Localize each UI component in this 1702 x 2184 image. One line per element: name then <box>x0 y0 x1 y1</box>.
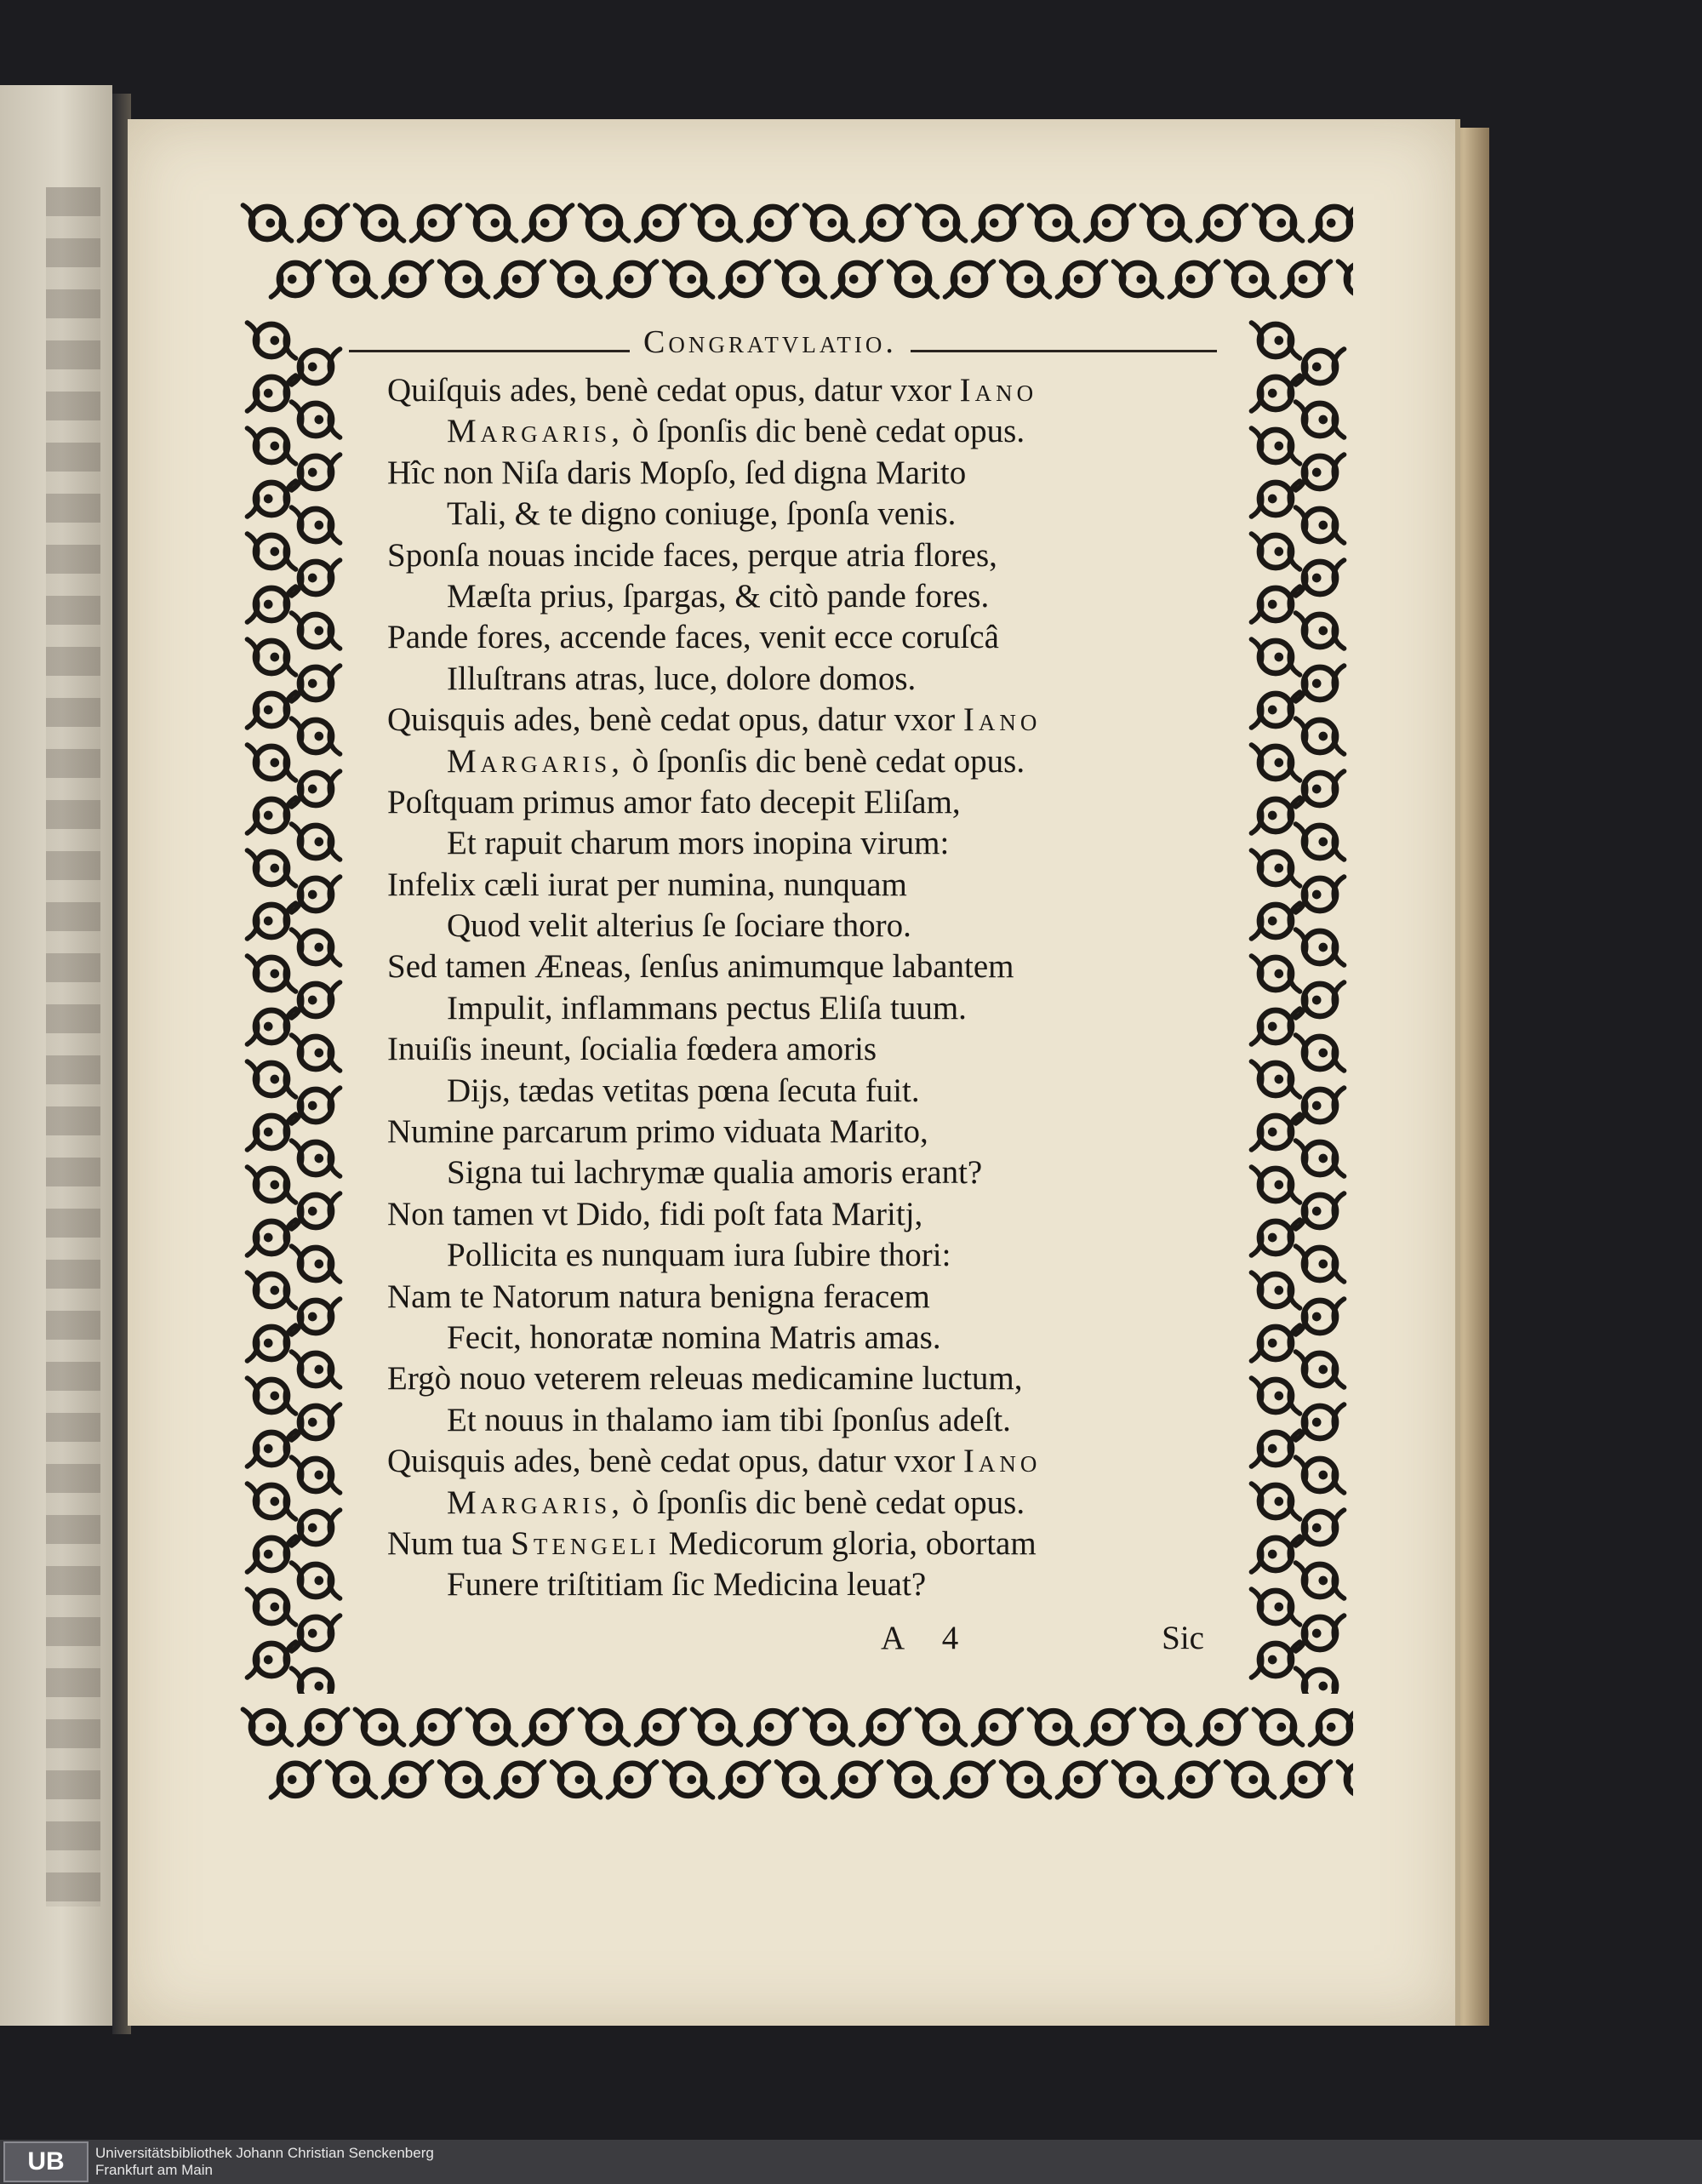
ornament-motif <box>292 560 340 596</box>
ornament-motif <box>1252 639 1300 675</box>
ornament-motif <box>1296 1615 1345 1651</box>
ornament-motif <box>292 402 340 437</box>
ornament-motif <box>1252 1378 1300 1414</box>
ornament-motif <box>1252 428 1300 464</box>
ornament-motif <box>693 1709 741 1745</box>
border-right-band <box>1242 315 1353 1694</box>
ornament-motif <box>292 1352 340 1387</box>
ornament-motif <box>1252 1272 1300 1308</box>
ornament-motif <box>1198 205 1247 241</box>
poem-line <box>387 1277 1204 1318</box>
poem-text: Infelix cæli iurat per numina, nunquam <box>387 866 907 903</box>
ornament-motif <box>248 1272 296 1308</box>
poem-line <box>387 1400 1204 1441</box>
ornament-motif <box>248 1220 296 1255</box>
ornament-motif <box>1296 929 1345 965</box>
ornament-motif <box>248 534 296 569</box>
poem-text: Fecit, honoratæ nomina Matris amas. <box>447 1318 941 1356</box>
poem-line <box>387 1152 1204 1193</box>
ornament-motif <box>1030 205 1078 241</box>
poem-line <box>387 1441 1204 1482</box>
ornament-motif <box>917 1709 966 1745</box>
ornament-motif <box>1282 261 1331 297</box>
ornament-motif <box>1296 402 1345 437</box>
ornament-motif <box>248 1167 296 1203</box>
ornament-motif <box>248 323 296 358</box>
poem-text: Poſtquam primus amor fato decepit Eliſam, <box>387 783 961 820</box>
border-band-svg <box>1242 315 1353 1694</box>
poem-line <box>387 576 1204 617</box>
poem-line <box>387 782 1204 823</box>
ornament-motif <box>248 956 296 992</box>
ornament-motif <box>1002 261 1050 297</box>
ornament-motif <box>248 1536 296 1572</box>
poem-line <box>387 1358 1204 1399</box>
library-watermark-bar <box>0 2140 1702 2184</box>
ornament-motif <box>608 261 657 297</box>
heading-rule-left <box>349 350 630 352</box>
ornament-motif <box>248 1642 296 1678</box>
page-footer <box>387 1619 1204 1661</box>
ornament-motif <box>248 692 296 728</box>
poem-line <box>387 946 1204 987</box>
poem-text: Quod velit alterius ſe ſociare thoro. <box>447 907 911 945</box>
ornament-motif <box>248 1484 296 1519</box>
ornament-motif <box>1252 745 1300 780</box>
ornament-motif <box>1252 1431 1300 1466</box>
poem-text: ò ſponſis dic benè cedat opus. <box>623 1484 1025 1521</box>
ornament-motif <box>1252 798 1300 833</box>
ornament-motif <box>1252 1009 1300 1044</box>
ornament-motif <box>292 613 340 649</box>
ornament-motif <box>1058 261 1106 297</box>
poem-text: Sed tamen Æneas, ſenſus animumque labantem <box>387 948 1014 986</box>
ornament-motif <box>271 1762 320 1798</box>
ornament-motif <box>292 718 340 754</box>
ornament-motif <box>292 1088 340 1123</box>
poem-text: Pande fores, accende faces, venit ecce coruſcâ <box>387 619 999 656</box>
ornament-motif <box>1296 824 1345 860</box>
poem-line <box>387 1483 1204 1524</box>
ornament-motif <box>1296 1141 1345 1176</box>
ornament-motif <box>292 1246 340 1282</box>
ornament-motif <box>1252 1325 1300 1361</box>
ornament-motif <box>917 205 966 241</box>
poem-line <box>387 741 1204 782</box>
ornament-motif <box>440 261 488 297</box>
ornament-motif <box>412 205 460 241</box>
poem-line <box>387 535 1204 576</box>
poem-text: ò ſponſis dic benè cedat opus. <box>623 742 1025 780</box>
ornament-motif <box>1254 1709 1303 1745</box>
ornament-motif <box>1170 261 1219 297</box>
ornament-motif <box>292 1668 340 1694</box>
ornament-motif <box>1252 1114 1300 1150</box>
ornament-motif <box>248 1114 296 1150</box>
ornament-motif <box>1296 1299 1345 1335</box>
ornament-motif <box>1296 349 1345 385</box>
ornament-motif <box>248 428 296 464</box>
poem-text: Pollicita es nunquam iura ſubire thori: <box>447 1237 951 1274</box>
ornament-motif <box>248 850 296 886</box>
poem-text: Quisquis ades, benè cedat opus, datur vxor <box>387 701 963 739</box>
poem-line <box>387 906 1204 946</box>
ornament-motif <box>440 1762 488 1798</box>
ornament-motif <box>1252 956 1300 992</box>
poem-text: Signa tui lachrymæ qualia amoris erant? <box>447 1154 983 1192</box>
ornament-motif <box>889 1762 938 1798</box>
poem-line <box>387 1235 1204 1276</box>
ornament-motif <box>468 205 517 241</box>
ornament-motif <box>328 1762 376 1798</box>
ornament-motif <box>384 261 432 297</box>
poem-text: Num tua <box>387 1524 511 1562</box>
ornament-motif <box>1296 982 1345 1018</box>
ornament-motif <box>1296 718 1345 754</box>
ornament-motif <box>1296 507 1345 543</box>
ornament-motif <box>552 261 601 297</box>
ornament-motif <box>292 877 340 912</box>
heading-rule-right <box>911 350 1217 352</box>
ornament-motif <box>292 666 340 701</box>
ornament-motif <box>749 1709 797 1745</box>
ornament-motif <box>1296 1457 1345 1493</box>
ornament-motif <box>292 455 340 490</box>
ornament-motif <box>1252 375 1300 411</box>
poem-text: Dijs, tædas vetitas pœna ſecuta fuit. <box>447 1072 920 1109</box>
poem-text: Et nouus in thalamo iam tibi ſponſus adeſt. <box>447 1401 1011 1438</box>
poem-line <box>387 494 1204 535</box>
ornament-motif <box>1252 586 1300 622</box>
border-band-svg <box>238 315 349 1694</box>
poem-line <box>387 453 1204 494</box>
ornament-motif <box>1252 1061 1300 1097</box>
poem-line <box>387 823 1204 864</box>
ornament-motif <box>292 1404 340 1440</box>
poem-name-smallcaps: Margaris, <box>447 1484 624 1521</box>
ornament-motif <box>243 1709 292 1745</box>
poem-line <box>387 411 1204 452</box>
ornament-motif <box>637 205 685 241</box>
library-name <box>95 2145 434 2179</box>
ornament-motif <box>1252 1220 1300 1255</box>
ornament-motif <box>292 824 340 860</box>
poem-line <box>387 1194 1204 1235</box>
ornament-motif <box>292 982 340 1018</box>
poem-text: Et rapuit charum mors inopina virum: <box>447 825 950 862</box>
library-name-line2: Frankfurt am Main <box>95 2162 213 2178</box>
poem-line <box>387 659 1204 700</box>
ornament-motif <box>1296 1510 1345 1546</box>
ornament-motif <box>1142 1709 1191 1745</box>
previous-page-fragment <box>0 85 112 2026</box>
ornament-motif <box>356 1709 404 1745</box>
ornament-motif <box>945 261 994 297</box>
ornament-motif <box>243 205 292 241</box>
ornament-motif <box>300 205 348 241</box>
signature-mark: A 4 <box>881 1620 974 1656</box>
ornament-motif <box>292 349 340 385</box>
poem-text: Impulit, inflammans pectus Eliſa tuum. <box>447 989 967 1026</box>
poem-text: Nam te Natorum natura benigna feracem <box>387 1278 930 1315</box>
heading-title: Congratvlatio. <box>643 324 897 360</box>
ornament-motif <box>1086 205 1134 241</box>
ornament-motif <box>1254 205 1303 241</box>
poem-name-smallcaps: Margaris, <box>447 413 624 450</box>
ornament-motif <box>749 205 797 241</box>
catchword: Sic <box>1162 1620 1204 1656</box>
ornament-motif <box>1296 1193 1345 1229</box>
ornament-motif <box>1252 903 1300 939</box>
ornament-motif <box>721 261 769 297</box>
ornament-motif <box>861 205 910 241</box>
ornament-motif <box>292 771 340 807</box>
ornament-motif <box>292 1193 340 1229</box>
ornament-motif <box>248 903 296 939</box>
ornament-motif <box>1296 613 1345 649</box>
ornament-motif <box>524 1709 573 1745</box>
ornament-motif <box>608 1762 657 1798</box>
ornament-motif <box>248 1325 296 1361</box>
ornament-motif <box>1296 666 1345 701</box>
ornament-motif <box>248 1431 296 1466</box>
ornament-motif <box>356 205 404 241</box>
poem-text: Quiſquis ades, benè cedat opus, datur vxor <box>387 372 960 409</box>
poem-name-smallcaps: Iano <box>962 701 1042 739</box>
ornament-motif <box>1226 261 1275 297</box>
ornament-motif <box>777 1762 825 1798</box>
ornament-motif <box>861 1709 910 1745</box>
ornament-motif <box>1002 1762 1050 1798</box>
ornament-motif <box>1058 1762 1106 1798</box>
ornament-motif <box>1114 261 1162 297</box>
poem-line <box>387 370 1204 411</box>
ornament-motif <box>1252 692 1300 728</box>
ornament-motif <box>693 205 741 241</box>
ornament-motif <box>292 1510 340 1546</box>
ornament-motif <box>248 1009 296 1044</box>
ornament-motif <box>1170 1762 1219 1798</box>
ornament-motif <box>1142 205 1191 241</box>
ornament-motif <box>1296 1563 1345 1598</box>
poem-text: Mæſta prius, ſpargas, & citò pande fores. <box>447 577 990 615</box>
library-logo: UB <box>3 2141 89 2182</box>
ornament-motif <box>300 1709 348 1745</box>
ornament-motif <box>248 1061 296 1097</box>
poem-line <box>387 1112 1204 1152</box>
ornament-motif <box>1296 1246 1345 1282</box>
ornament-motif <box>777 261 825 297</box>
ornament-motif <box>1296 560 1345 596</box>
ornament-motif <box>1252 1167 1300 1203</box>
ornament-motif <box>248 639 296 675</box>
ornament-motif <box>1086 1709 1134 1745</box>
poem-text: Tali, & te digno coniuge, ſponſa venis. <box>447 495 957 533</box>
ornament-motif <box>292 1141 340 1176</box>
previous-page-border-fragment <box>46 187 100 1907</box>
ornament-motif <box>805 1709 854 1745</box>
border-top-band <box>238 187 1353 315</box>
poem-line <box>387 1071 1204 1112</box>
ornament-motif <box>1226 1762 1275 1798</box>
ornament-motif <box>496 261 545 297</box>
ornament-motif <box>945 1762 994 1798</box>
ornament-motif <box>292 1457 340 1493</box>
ornament-motif <box>292 929 340 965</box>
ornament-motif <box>248 1589 296 1625</box>
poem-body <box>387 370 1204 1606</box>
poem-text: Quisquis ades, benè cedat opus, datur vxor <box>387 1443 963 1480</box>
border-left-band <box>238 315 349 1694</box>
ornament-motif <box>833 261 882 297</box>
poem-name-smallcaps: Iano <box>959 372 1038 409</box>
poem-name-smallcaps: Iano <box>962 1443 1042 1480</box>
poem-text: Ergò nouo veterem releuas medicamine luctum, <box>387 1360 1023 1398</box>
poem-line <box>387 1029 1204 1070</box>
ornament-motif <box>552 1762 601 1798</box>
poem-text: Sponſa nouas incide faces, perque atria flores, <box>387 536 997 574</box>
ornament-motif <box>1339 261 1354 297</box>
ornament-motif <box>721 1762 769 1798</box>
poem-text: Funere triſtitiam ſic Medicina leuat? <box>447 1566 927 1604</box>
ornament-motif <box>496 1762 545 1798</box>
library-name-line1: Universitätsbibliothek Johann Christian Senckenberg <box>95 2145 434 2161</box>
ornament-motif <box>580 1709 629 1745</box>
ornament-motif <box>1252 1642 1300 1678</box>
ornament-motif <box>1030 1709 1078 1745</box>
ornament-motif <box>1296 771 1345 807</box>
border-bottom-band <box>238 1694 1353 1813</box>
ornament-motif <box>1311 1709 1354 1745</box>
ornament-motif <box>468 1709 517 1745</box>
poem-text: Non tamen vt Dido, fidi poſt fata Maritj, <box>387 1195 923 1232</box>
ornament-motif <box>1296 877 1345 912</box>
ornament-motif <box>1252 481 1300 517</box>
ornament-motif <box>292 1615 340 1651</box>
poem-line <box>387 1564 1204 1605</box>
border-band-svg <box>238 1694 1353 1813</box>
ornament-motif <box>292 507 340 543</box>
ornament-motif <box>1296 1035 1345 1071</box>
poem-name-smallcaps: Stengeli <box>511 1524 660 1562</box>
poem-text: ò ſponſis dic benè cedat opus. <box>623 413 1025 450</box>
poem-name-smallcaps: Margaris, <box>447 742 624 780</box>
border-band-svg <box>238 187 1353 315</box>
ornament-motif <box>248 798 296 833</box>
page-heading <box>349 317 1217 368</box>
ornament-motif <box>1252 1536 1300 1572</box>
ornament-motif <box>248 745 296 780</box>
ornament-motif <box>1296 1668 1345 1694</box>
ornament-motif <box>292 1035 340 1071</box>
poem-text: Numine parcarum primo viduata Marito, <box>387 1113 928 1151</box>
ornament-motif <box>292 1299 340 1335</box>
ornament-motif <box>833 1762 882 1798</box>
ornament-motif <box>665 1762 713 1798</box>
ornament-motif <box>1296 1404 1345 1440</box>
ornament-motif <box>1198 1709 1247 1745</box>
poem-text: Inuiſis ineunt, ſocialia fœdera amoris <box>387 1031 877 1068</box>
ornament-motif <box>1252 323 1300 358</box>
ornament-motif <box>1114 1762 1162 1798</box>
ornament-motif <box>637 1709 685 1745</box>
ornament-motif <box>412 1709 460 1745</box>
ornament-motif <box>248 481 296 517</box>
ornament-motif <box>889 261 938 297</box>
ornament-motif <box>1339 1762 1354 1798</box>
ornament-motif <box>1252 850 1300 886</box>
poem-text: Medicorum gloria, obortam <box>660 1524 1037 1562</box>
ornament-motif <box>974 1709 1022 1745</box>
ornament-motif <box>248 375 296 411</box>
ornament-motif <box>292 1563 340 1598</box>
ornament-motif <box>328 261 376 297</box>
ornament-motif <box>1296 455 1345 490</box>
ornament-motif <box>1252 534 1300 569</box>
poem-line <box>387 700 1204 740</box>
ornament-motif <box>1252 1484 1300 1519</box>
ornament-motif <box>805 205 854 241</box>
ornament-motif <box>248 1378 296 1414</box>
poem-line <box>387 617 1204 658</box>
ornament-motif <box>524 205 573 241</box>
ornament-motif <box>248 586 296 622</box>
ornament-motif <box>1282 1762 1331 1798</box>
poem-line <box>387 1318 1204 1358</box>
ornament-motif <box>384 1762 432 1798</box>
poem-text: Hîc non Niſa daris Mopſo, ſed digna Marito <box>387 454 967 491</box>
ornament-motif <box>580 205 629 241</box>
poem-line <box>387 1524 1204 1564</box>
ornament-motif <box>1296 1088 1345 1123</box>
ornament-motif <box>1296 1352 1345 1387</box>
poem-line <box>387 988 1204 1029</box>
ornament-motif <box>1311 205 1354 241</box>
poem-line <box>387 865 1204 906</box>
ornament-motif <box>665 261 713 297</box>
poem-text: Illuſtrans atras, luce, dolore domos. <box>447 660 917 697</box>
ornament-motif <box>1252 1589 1300 1625</box>
ornament-motif <box>271 261 320 297</box>
ornament-motif <box>974 205 1022 241</box>
